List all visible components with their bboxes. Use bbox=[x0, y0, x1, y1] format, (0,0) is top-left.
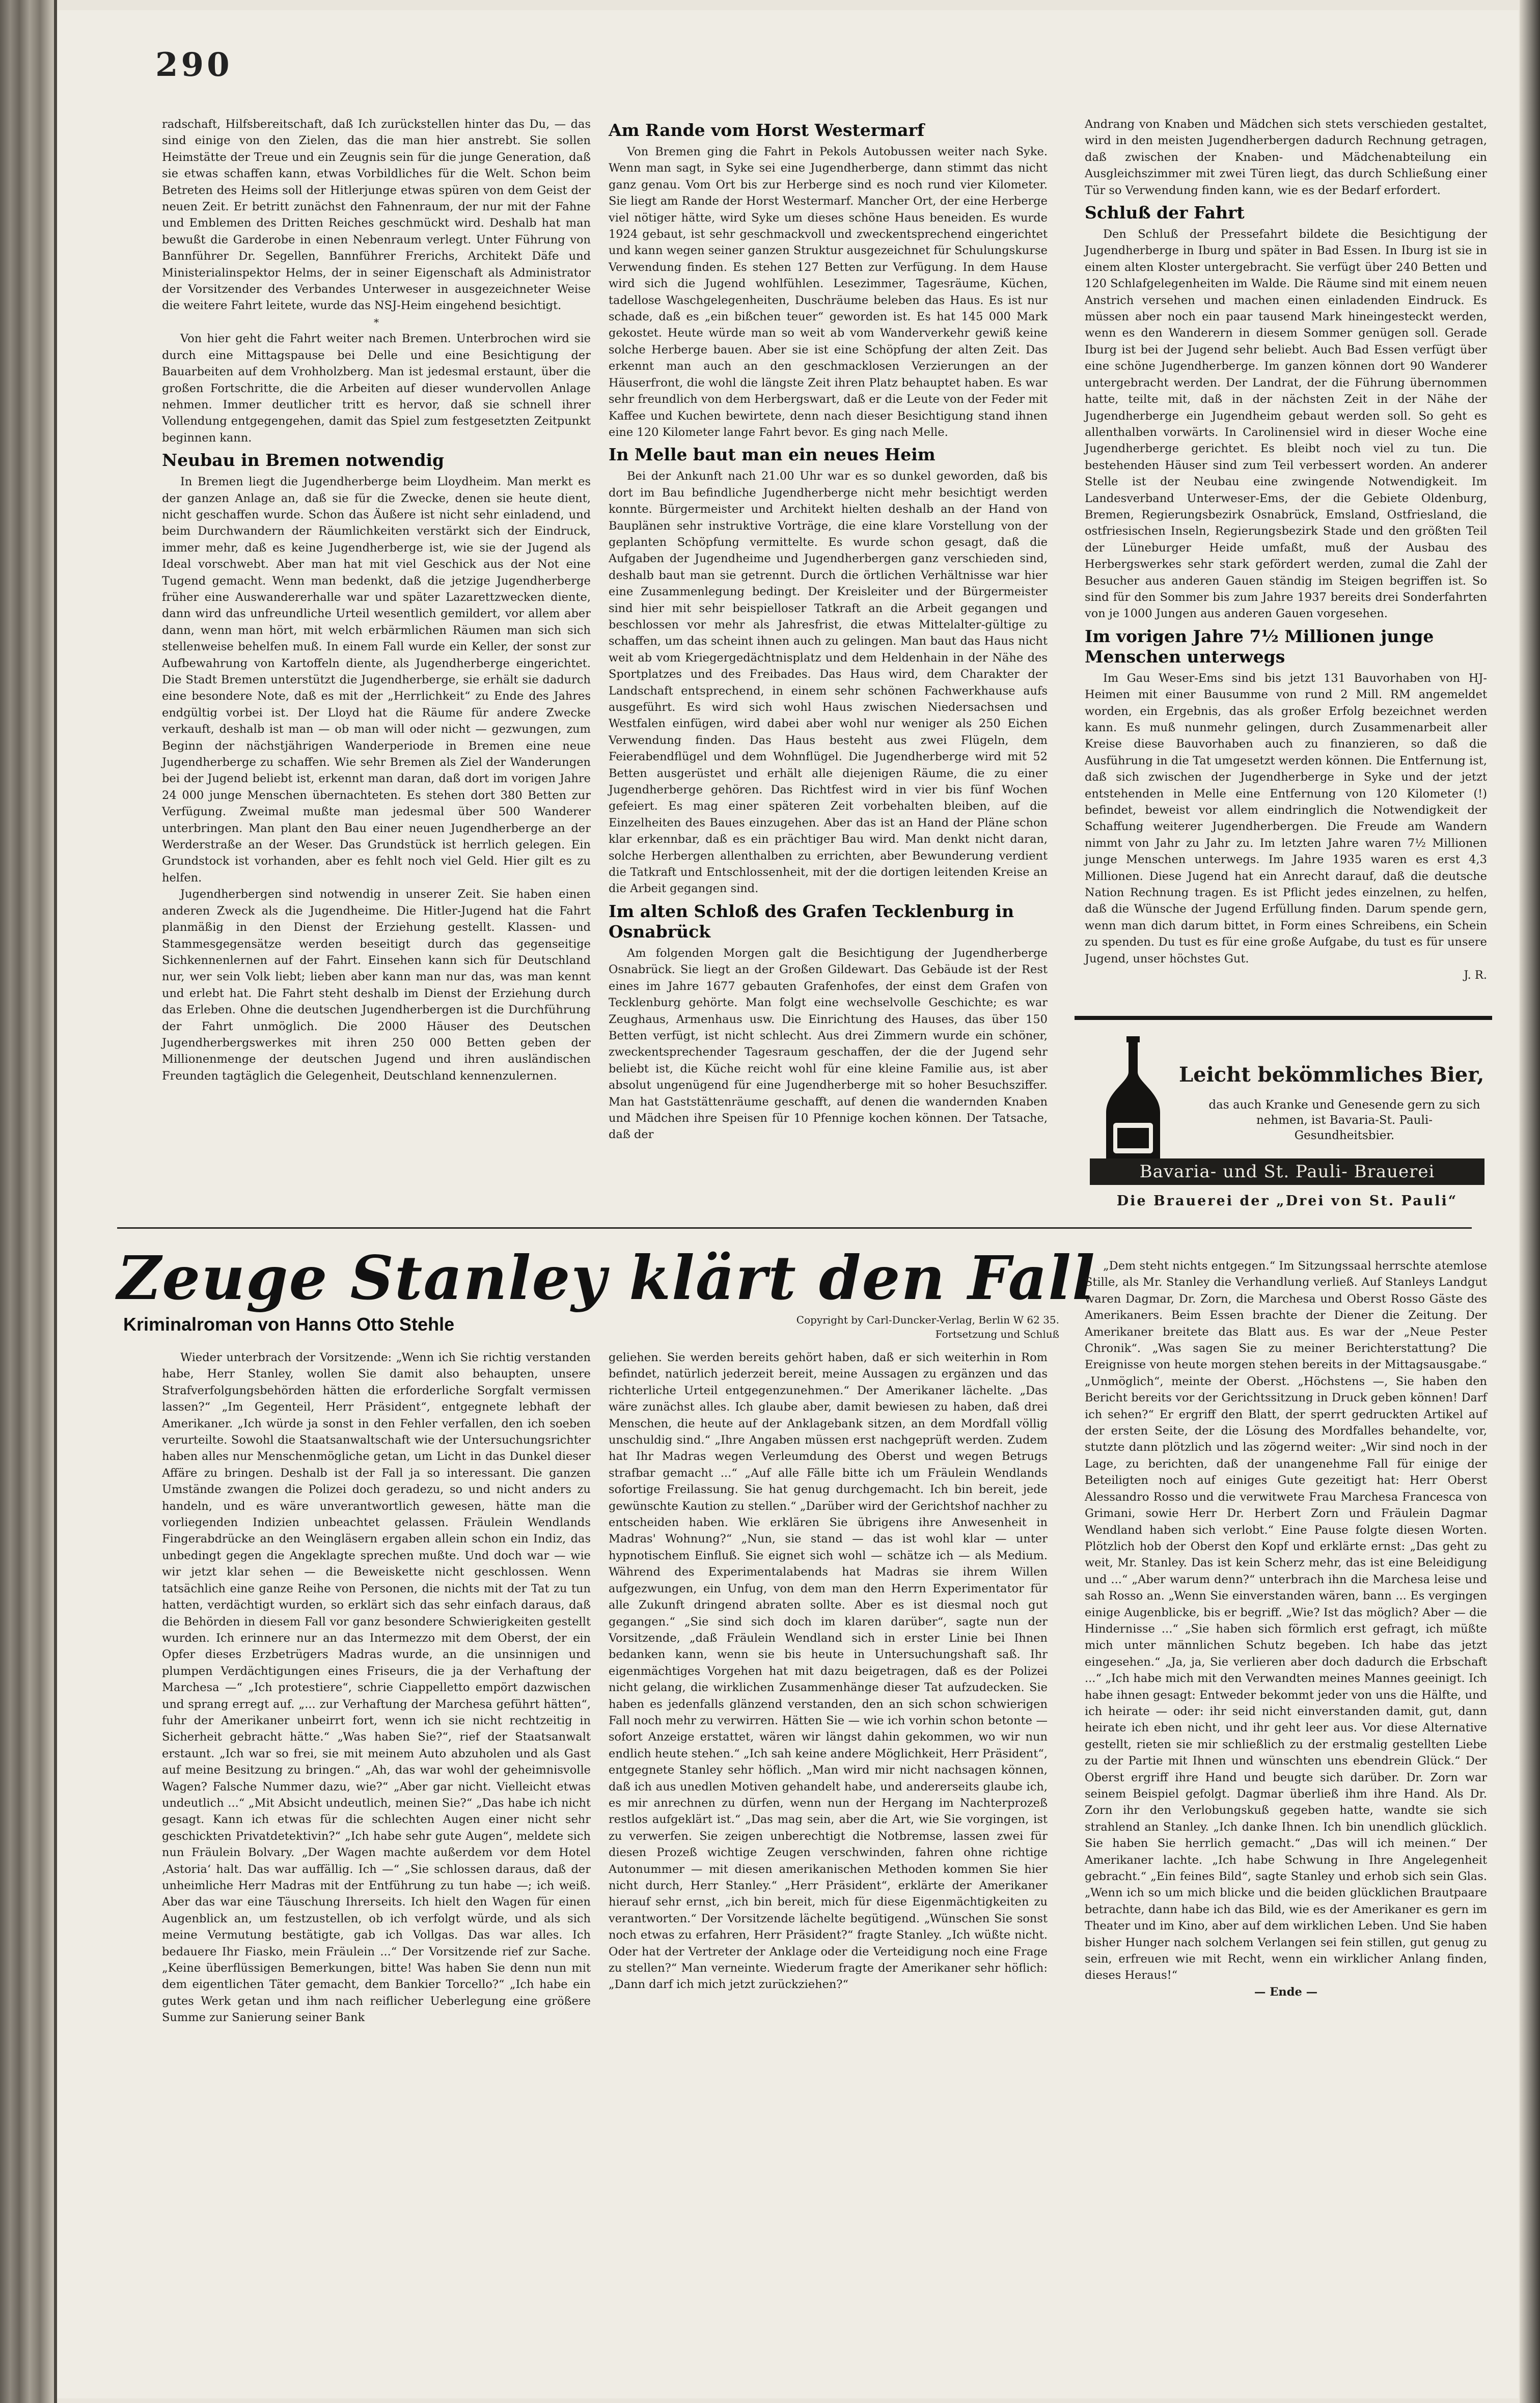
col1-heading: Neubau in Bremen notwendig bbox=[162, 450, 445, 471]
col1-paragraph: Jugendherbergen sind notwendig in unserer Zeit. Sie haben einen anderen Zweck als die Jugendheime. Die Hitler-Jugend hat die Fahrt planmäßig in den Dienst der Erziehung gestellt. Klassen- und Stammesgegensätze werden beseitigt durch das gegenseitige Sichkennenlernen auf der Fahrt. Einsehen kann sich für Deutschland nur, wer sein Volk liebt; lieben aber kann man nur das, was man kennt und erlebt hat. Die Fahrt steht deshalb im Dienst der Erziehung durch das Erleben. Ohne die deutschen Jugendherbergen ist die Durchführung der Fahrt unmöglich. Die 2000 Häuser des Deutschen Jugendherbergswerkes mit ihren 250 000 Betten geben der Millionenmenge der deutschen Jugend und ihren ausländischen Freunden tagtäglich die Gelegenheit, Deutschland kennenzulernen. bbox=[162, 888, 591, 1083]
story-title: Zeuge Stanley klärt den Fall bbox=[117, 1242, 1096, 1313]
story-column-2 bbox=[609, 1349, 1048, 1993]
section-divider bbox=[117, 1227, 1472, 1229]
col3-heading: Im vorigen Jahre 7½ Millionen junge Menschen unterwegs bbox=[1085, 626, 1434, 667]
story-paragraph: „Dem steht nichts entgegen.“ Im Sitzungssaal herrschte atemlose Stille, als Mr. Stanley die Verhandlung verließ. Auf Stanleys Landgut waren Dagmar, Dr. Zorn, die Marchesa und Oberst Rosso Gäste des Amerikaners. Beim Essen brachte der Diener die Zeitung. Der Amerikaner breitete das Blatt aus. Es war der „Neue Pester Chronik“. „Was sagen Sie zu meiner Berichterstattung? Die Ereignisse von heute morgen stehen bereits in der Mittagsausgabe.“ „Unmöglich“, meinte der Oberst. „Höchstens —, Sie haben den Bericht bereits vor der Gerichtssitzung in Druck geben können! Darf ich sehen?“ Er ergriff den Blatt, der sperrt gedruckten Artikel auf der ersten Seite, der die Lösung des Mordfalles behandelte, vor, stutzte dann plötzlich und las zögernd weiter: „Wir sind noch in der Lage, zu berichten, daß der unangenehme Fall für einige der Beteiligten noch auf einiges Gute gezeitigt hat: Herr Oberst Alessandro Rosso und die verwitwete Frau Marchesa Francesca von Grimani, sowie Herr Dr. Herbert Zorn und Fräulein Dagmar Wendland haben sich verlobt.“ Eine Pause folgte diesen Worten. Plötzlich hob der Oberst den Kopf und erklärte ernst: „Das geht zu weit, Mr. Stanley. Das ist kein Scherz mehr, das ist eine Beleidigung und ...“ „Aber warum denn?“ unterbrach ihn die Marchesa leise und sah Rosso an. „Wenn Sie einverstanden wären, bann ... Es vergingen einige Augenblicke, bis er begriff. „Wie? Ist das möglich? Aber — die Hindernisse ...“ „Sie haben sich förmlich erst gefragt, ich müßte mich unter männlichen Schutz begeben. Ich habe das jetzt eingesehen.“ „Ja, ja, Sie verlieren aber doch dadurch die Erbschaft ...“ „Ich habe mich mit den Verwandten meines Mannes geeinigt. Ich habe ihnen gesagt: Entweder bekommt jeder von uns die Hälfte, und ich heirate — oder: ihr seid nicht einverstanden damit, gut, dann heirate ich eben nicht, und ihr geht leer aus. Vor diese Alternative gestellt, rieten sie mir schließlich zu der erstmalig gestellten Liebe zu der Partie mit Ihnen und wünschten uns ebendrein Glück.“ Der Oberst ergriff ihre Hand und beugte sich darüber. Dr. Zorn war seinem Beispiel gefolgt. Dagmar überließ ihm ihre Hand. Als Dr. Zorn ihr den Verlobungskuß gegeben hatte, wandte sie sich strahlend an Stanley. „Ich danke Ihnen. Ich bin unendlich glücklich. Sie haben Sie herrlich gemacht.“ „Das will ich meinen.“ Der Amerikaner lachte. „Ich habe Schwung in Ihre Angelegenheit gebracht.“ „Ein feines Bild“, sagte Stanley und erhob sich sein Glas. „Wenn ich so um mich blicke und die beiden glücklichen Brautpaare betrachte, dann habe ich das Bild, wie es der Amerikaner es gern im Theater und im Kino, aber auf dem wirklichen Leben. Und Sie haben bisher Hunger nach solchem Verlangen sei fein stillen, gut genug zu sein, erfreuen wie mit Recht, wenn ein wirklicher Anlang finden, dieses Heraus!“ bbox=[1085, 1259, 1487, 1982]
col3-paragraph: Andrang von Knaben und Mädchen sich stets verschieden gestaltet, wird in den meisten Jugendherbergen dadurch Rechnung getragen, daß zwischen der Knaben- und Mädchenabteilung ein Ausgleichszimmer mit zwei Türen liegt, das durch Schließung einer Tür so Verwendung finden kann, wie es der Bedarf erfordert. bbox=[1085, 118, 1487, 197]
col1-paragraph: In Bremen liegt die Jugendherberge beim Lloydheim. Man merkt es der ganzen Anlage an, daß sie für die Zwecke, denen sie heute dient, nicht geschaffen wurde. Schon das Äußere ist nicht sehr einladend, und beim Durchwandern der Räumlichkeiten verstärkt sich der Eindruck, immer mehr, daß es keine Jugendherberge ist, wie sie der Jugend als Ideal vorschwebt. Aber man hat mit viel Geschick aus der Not eine Tugend gemacht. Wenn man bedenkt, daß die jetzige Jugendherberge früher eine Auswandererhalle war und später Lazarettzwecken diente, dann wird das unfreundliche Urteil wesentlich gemildert, vor allem aber dann, wenn man hört, mit welch erbärmlichen Räumen man sich sich stellenweise behelfen muß. In einem Fall wurde ein Keller, der sonst zur Aufbewahrung von Kartoffeln diente, als Jugendherberge eingerichtet. Die Stadt Bremen unterstützt die Jugendherberge, sie erhält sie dadurch eine besondere Note, daß es mit der „Herrlichkeit“ zu Ende des Jahres endgültig vorbei ist. Der Lloyd hat die Räume für andere Zwecke verkauft, deshalb ist man — ob man will oder nicht — gezwungen, zum Beginn der nächstjährigen Wanderperiode in Bremen eine neue Jugendherberge zu schaffen. Wie sehr Bremen als Ziel der Wanderungen bei der Jugend beliebt ist, erkennt man daran, daß dort im vorigen Jahre 24 000 junge Menschen übernachteten. Es stehen dort 380 Betten zur Verfügung. Zweimal mußte man jedesmal über 500 Wanderer unterbringen. Man plant den Bau einer neuen Jugendherberge an der Werderstraße an der Weser. Das Grundstück ist herrlich gelegen. Ein Grundstock ist vorhanden, aber es fehlt noch viel Geld. Hier gilt es zu helfen. bbox=[162, 475, 591, 885]
page-number: 290 bbox=[155, 46, 233, 84]
col2-heading: Am Rande vom Horst Westermarf bbox=[609, 120, 925, 140]
article-column-1 bbox=[162, 116, 591, 1084]
col1-paragraph: Von hier geht die Fahrt weiter nach Bremen. Unterbrochen wird sie durch eine Mittagspause bei Delle und eine Besichtigung der Bauarbeiten auf dem Vrohholzberg. Man ist jedesmal erstaunt, über die großen Fortschritte, die die Arbeiten auf dieser wundervollen Anlage nehmen. Immer deutlicher tritt es hervor, daß sie schnell ihrer Vollendung entgegengehen, damit das Spiel zum festgesetzten Zeitpunkt beginnen kann. bbox=[162, 332, 591, 445]
col3-paragraph: Im Gau Weser-Ems sind bis jetzt 131 Bauvorhaben von HJ-Heimen mit einer Bausumme von rund 2 Mill. RM angemeldet worden, ein Ergebnis, das als großer Erfolg bezeichnet werden kann. Es muß nunmehr gelingen, durch Zusammenarbeit aller Kreise diese Bauvorhaben auch zu finanzieren, so daß die Ausführung in die Tat umgesetzt werden können. Die Entfernung ist, daß sich zwischen der Jugendherberge in Syke und der jetzt entstehenden in Melle eine Entfernung von 120 Kilometer (!) befindet, beweist vor allem eindringlich die Notwendigkeit der Schaffung weiterer Jugendherbergen. Die Freude am Wandern nimmt von Jahr zu Jahr zu. Im letzten Jahre waren 7½ Millionen junge Menschen unterwegs. Im Jahre 1935 waren es erst 4,3 Millionen. Diese Jugend hat ein Anrecht darauf, daß die deutsche Nation Rechnung tragen. Es ist Pflicht jedes einzelnen, zu helfen, daß die Wünsche der Jugend Erfüllung finden. Darum spende gern, wenn man dich darum bittet, in Form eines Schreibens, ein Schein zu spenden. Du tust es für eine große Aufgabe, du tust es für unsere Jugend, unser höchstes Gut. bbox=[1085, 671, 1487, 965]
col2-paragraph: Von Bremen ging die Fahrt in Pekols Autobussen weiter nach Syke. Wenn man sagt, in Syke sei eine Jugendherberge, dann stimmt das nicht ganz genau. Vom Ort bis zur Herberge sind es noch rund vier Kilometer. Sie liegt am Rande der Horst Westermarf. Mancher Ort, der eine Herberge viel nötiger hätte, wird Syke um dieses schöne Haus beneiden. Es wurde 1924 gebaut, ist sehr geschmackvoll und zweckentsprechend eingerichtet und kann wegen seiner ganzen Struktur ausgezeichnet für Schulungskurse Verwendung finden. Es stehen 127 Betten zur Verfügung. In dem Hause wird sich die Jugend wohlfühlen. Lesezimmer, Tagesräume, Küchen, tadellose Waschgelegenheiten, Duschräume beleben das Haus. Es ist nur schade, daß es „ein bißchen teuer“ geworden ist. Es hat 145 000 Mark gekostet. Heute würde man so weit ab vom Wanderverkehr gewiß keine solche Herberge bauen. Aber sie ist eine Schöpfung der alten Zeit. Das erkennt man auch an den geschmacklosen Verzierungen an der Häuserfront, die wohl die längste Zeit ihren Platz behauptet haben. Es war sehr freundlich von dem Herbergswart, daß er die Leute von der Feder mit Kaffee und Kuchen bewirtete, denn nach dieser Besichtigung stand ihnen eine 120 Kilometer lange Fahrt bevor. Es ging nach Melle. bbox=[609, 145, 1048, 439]
article-column-3 bbox=[1085, 116, 1487, 984]
ad-footer: Die Brauerei der „Drei von St. Pauli“ bbox=[1116, 1193, 1458, 1209]
article-column-2 bbox=[609, 116, 1048, 1143]
page-edge bbox=[1520, 0, 1540, 2403]
col1-paragraph: radschaft, Hilfsbereitschaft, daß Ich zurückstellen hinter das Du, — das sind einige von den Zielen, das die man hier anstrebt. Sie sollen Heimstätte der Treue und ein Zeugnis sein für die junge Generation, daß sie etwas schaffen kann, etwas Vorbildliches für die Welt. Schon beim Betreten des Heims soll der Hitlerjunge etwas spüren von dem Geist der neuen Zeit. Er betritt zunächst den Fahnenraum, der nur mit der Fahne und Emblemen des Dritten Reiches geschmückt wird. Deshalb hat man bewußt die Garderobe in einen Nebenraum verlegt. Unter Führung von Bannführer Dr. Segellen, Bannführer Frerichs, Architekt Däfe und Ministerialinspektor Helms, der in seiner Eigenschaft als Administrator der Vorsitzender des Verbandes Unterweser in ausgezeichneter Weise die weitere Fahrt leitete, wurde das NSJ-Heim eingehend besichtigt. bbox=[162, 118, 591, 313]
ad-frame bbox=[1075, 1016, 1492, 1020]
ad-body: das auch Kranke und Genesende gern zu sich nehmen, ist Bavaria-St. Pauli-Gesundheitsbier. bbox=[1208, 1098, 1480, 1142]
story-subtitle: Kriminalroman von Hanns Otto Stehle bbox=[123, 1314, 455, 1335]
beer-advertisement bbox=[1075, 1016, 1492, 1220]
author-signature: J. R. bbox=[1464, 969, 1487, 982]
story-column-3 bbox=[1085, 1258, 1487, 2000]
col3-paragraph: Den Schluß der Pressefahrt bildete die Besichtigung der Jugendherberge in Iburg und später in Bad Essen. In Iburg ist sie in einem alten Kloster untergebracht. Sie verfügt über 240 Betten und 120 Schlafgelegenheiten im Walde. Die Räume sind mit einem neuen Anstrich versehen und machen einen einladenden Eindruck. Es müssen aber noch ein paar tausend Mark hineingesteckt werden, wenn es den Wanderern in diesem Sommer genügen soll. Gerade Iburg ist bei der Jugend sehr beliebt. Auch Bad Essen verfügt über eine schöne Jugendherberge. Im ganzen können dort 90 Wanderer untergebracht werden. Der Landrat, der die Führung übernommen hatte, teilte mit, daß in der nächsten Zeit in der Nähe der Jugendherberge ein Jugendheim gebaut werden soll. So geht es allenthalben vorwärts. In Carolinensiel wird in dieser Woche eine Jugendherberge gerichtet. Es bleibt noch viel zu tun. Die bestehenden Häuser sind zum Teil verbessert worden. An anderer Stelle ist der Neubau eine zwingende Notwendigkeit. Im Landesverband Unterweser-Ems, der die Gebiete Oldenburg, Bremen, Regierungsbezirk Osnabrück, Emsland, Ostfriesland, die ostfriesischen Inseln, Regierungsbezirk Stade und den größten Teil der Lüneburger Heide umfaßt, muß der Ausbau des Herbergswerkes sehr stark gefördert werden, zumal die Zahl der Besucher aus anderen Gauen ständig im Steigen begriffen ist. So sind für den Sommer bis zum Jahre 1937 bereits drei Sonderfahrten von je 1000 Jungen aus anderen Gauen vorgesehen. bbox=[1085, 228, 1487, 621]
col3-heading: Schluß der Fahrt bbox=[1085, 203, 1245, 223]
story-paragraph: Wieder unterbrach der Vorsitzende: „Wenn ich Sie richtig verstanden habe, Herr Stanley, wollen Sie damit also behaupten, unsere Strafverfolgungsbehörden hätten die erforderliche Sorgfalt vermissen lassen?“ „Im Gegenteil, Herr Präsident“, entgegnete lebhaft der Amerikaner. „Ich würde ja sonst in den Fehler verfallen, den ich soeben verurteilte. Sowohl die Staatsanwaltschaft wie der Untersuchungsrichter haben alles nur Menschenmögliche getan, um Licht in das Dunkel dieser Affäre zu bringen. Deshalb ist der Fall ja so interessant. Die ganzen Umstände zwangen die Polizei doch geradezu, so und nicht anders zu handeln, und es wäre unverantwortlich gewesen, hätte man die vorliegenden Indizien unbeachtet gelassen. Fräulein Wendlands Fingerabdrücke an den Weingläsern ergaben allein schon ein Indiz, das unbedingt gegen die Angeklagte sprechen mußte. Und doch war — wie wir jetzt klar sehen — die Beweiskette nicht geschlossen. Wenn tatsächlich eine ganze Reihe von Personen, die nichts mit der Tat zu tun hatten, verdächtigt wurden, so erklärt sich das sehr einfach daraus, daß die Behörden in diesem Fall vor ganz besondere Schwierigkeiten gestellt wurden. Ich erinnere nur an das Intermezzo mit dem Oberst, der ein Opfer dieses Erzbetrügers Madras wurde, an die unsinnigen und plumpen Verdächtigungen eines Friseurs, die ja der Verhaftung der Marchesa —“ „Ich protestiere“, schrie Ciappelletto empört dazwischen und sprang erregt auf. „... zur Verhaftung der Marchesa geführt hätten“, fuhr der Amerikaner unbeirrt fort, wenn ich sie nicht rechtzeitig in Sicherheit gebracht hätte.“ „Was haben Sie?“, rief der Staatsanwalt erstaunt. „Ich war so frei, sie mit meinem Auto abzuholen und als Gast auf meine Besitzung zu bringen.“ „Ah, das war wohl der geheimnisvolle Wagen? Falsche Nummer dazu, wie?“ „Aber gar nicht. Vielleicht etwas undeutlich ...“ „Mit Absicht undeutlich, meinen Sie?“ „Das habe ich nicht gesagt. Kann ich etwas für die schlechten Augen einer nicht sehr geschickten Privatdetektivin?“ „Ich habe sehr gute Augen“, meldete sich nun Fräulein Bolvary. „Der Wagen machte außerdem vor dem Hotel ‚Astoria‘ halt. Das war auffällig. Ich —“ „Sie schlossen daraus, daß der unheimliche Herr Madras mit der Entführung zu tun habe —; ich weiß. Aber das war eine Täuschung Ihrerseits. Ich hielt den Wagen für einen Augenblick an, um festzustellen, ob ich verfolgt würde, und als sich meine Vermutung bestätigte, gab ich Vollgas. Das war alles. Ich bedauere Ihr Fiasko, mein Fräulein ...“ Der Vorsitzende rief zur Sache. „Keine überflüssigen Bemerkungen, bitte! Was haben Sie denn nun mit dem eigentlichen Täter gemacht, dem Bankier Torcello?“ „Ich habe ein gutes Werk getan und ihm nach reiflicher Ueberlegung eine größere Summe zur Sanierung seiner Bank bbox=[162, 1351, 591, 2025]
story-paragraph: geliehen. Sie werden bereits gehört haben, daß er sich weiterhin in Rom befindet, natürlich jederzeit bereit, meine Aussagen zu ergänzen und das richterliche Urteil entgegenzunehmen.“ Der Amerikaner lächelte. „Das wäre zunächst alles. Ich glaube aber, damit bewiesen zu haben, daß drei Menschen, die heute auf der Anklagebank sitzen, an dem Mordfall völlig unschuldig sind.“ „Ihre Angaben müssen erst nachgeprüft werden. Zudem hat Ihr Madras wegen Verleumdung des Oberst und wegen Betrugs strafbar gemacht ...“ „Auf alle Fälle bitte ich um Fräulein Wendlands sofortige Freilassung. Sie hat genug durchgemacht. Ich bin bereit, jede gewünschte Kaution zu stellen.“ „Darüber wird der Gerichtshof nachher zu entscheiden haben. Wie erklären Sie übrigens ihre Anwesenheit in Madras' Wohnung?“ „Nun, sie stand — das ist wohl klar — unter hypnotischem Einfluß. Sie eignet sich wohl — schätze ich — als Medium. Während des Experimentalabends hat Madras sie ihrem Willen aufgezwungen, ein Unfug, von dem man den Herrn Experimentator für alle Zukunft dringend abraten sollte. Aber es ist diesmal noch gut gegangen.“ „Sie sind sich doch im klaren darüber“, sagte nun der Vorsitzende, „daß Fräulein Wendland sich in erster Linie bei Ihnen bedanken kann, wenn sie bis heute in Untersuchungshaft saß. Ihr eigenmächtiges Vorgehen hat mit dazu beigetragen, daß es der Polizei nicht gelang, die wirklichen Zusammenhänge dieser Tat aufzudecken. Sie haben es jedenfalls glänzend verstanden, den an sich schon schwierigen Fall noch mehr zu verwirren. Hätten Sie — wie ich vorhin schon betonte — sofort Anzeige erstattet, wären wir längst dahin gekommen, wo wir nun endlich heute stehen.“ „Ich sah keine andere Möglichkeit, Herr Präsident“, entgegnete Stanley sehr höflich. „Man wird mir nicht nachsagen können, daß ich aus unedlen Motiven gehandelt habe, und andererseits glaube ich, es mir anrechnen zu dürfen, wenn nun der Hergang im Nachterprozeß restlos aufgeklärt ist.“ „Das mag sein, aber die Art, wie Sie vorgingen, ist zu verwerfen. Sie zeigen unberechtigt die Notbremse, lassen zwei für diesen Prozeß wichtige Zeugen verschwinden, fahren ohne richtige Autonummer — mit diesen amerikanischen Methoden kommen Sie hier nicht durch, Herr Stanley.“ „Herr Präsident“, erklärte der Amerikaner hierauf sehr ernst, „ich bin bereit, mich für diese Eigenmächtigkeiten zu verantworten.“ Der Vorsitzende lächelte begütigend. „Wünschen Sie sonst noch etwas zu erfahren, Herr Präsident?“ fragte Stanley. „Ich wüßte nicht. Oder hat der Vertreter der Anklage oder die Verteidigung noch eine Frage zu stellen?“ Man verneinte. Wiederum fragte der Amerikaner sehr höflich: „Dann darf ich mich jetzt zurückziehen?“ bbox=[609, 1351, 1048, 1992]
beer-bottle-icon bbox=[1100, 1036, 1166, 1174]
col2-heading: Im alten Schloß des Grafen Tecklenburg in Osnabrück bbox=[609, 901, 1014, 942]
col2-heading: In Melle baut man ein neues Heim bbox=[609, 445, 936, 465]
section-star: * bbox=[374, 316, 379, 328]
story-column-1 bbox=[162, 1349, 591, 2026]
ad-slogan: Leicht bekömmliches Bier, bbox=[1179, 1063, 1484, 1087]
col2-paragraph: Am folgenden Morgen galt die Besichtigung der Jugendherberge Osnabrück. Sie liegt an der Großen Gildewart. Das Gebäude ist der Rest eines im Jahre 1677 gebauten Grafenhofes, der einst dem Grafen von Tecklenburg gehörte. Man folgt eine wechselvolle Geschichte; es war Zeughaus, Armenhaus usw. Die Einrichtung des Hauses, das über 150 Betten verfügt, ist nicht schlecht. Aus drei Zimmern wurde ein schöner, zweckentsprechender Tagesraum geschaffen, der die der Jugend sehr beliebt ist, die Küche reicht wohl für eine kleine Familie aus, ist aber absolut ungenügend für eine Jugendherberge mit so hoher Besuchsziffer. Man hat Gaststättenräume geschafft, auf denen die wandernden Knaben und Mädchen ihre Speisen für 10 Pfennige kochen können. Der Tatsache, daß der bbox=[609, 946, 1048, 1142]
book-binding bbox=[0, 0, 57, 2403]
col2-paragraph: Bei der Ankunft nach 21.00 Uhr war es so dunkel geworden, daß bis dort im Bau befindliche Jugendherberge nicht mehr besichtigt werden konnte. Bürgermeister und Architekt hielten deshalb an der Hand von Bauplänen sehr instruktive Vorträge, die eine klare Vorstellung von der geplanten Schöpfung vermittelte. Es wurde schon gesagt, daß die Aufgaben der Jugendheime und Jugendherbergen ganz verschieden sind, deshalb baut man sie getrennt. Durch die örtlichen Verhältnisse war hier eine Zusammenlegung bedingt. Der Kreisleiter und der Bürgermeister sind hier mit sehr beispielloser Tatkraft an die Arbeit gegangen und beschlossen vor mehr als Jahresfrist, die etwas Mittelalter-gültige zu schaffen, um das scheint ihnen auch zu gelingen. Man baut das Haus nicht weit ab vom Kriegergedächtnisplatz und dem Heldenhain in der Nähe des Sportplatzes und des Freibades. Das Haus wird, dem Charakter der Landschaft entsprechend, in einem sehr schönen Fachwerkhause aufs ausgeführt. Es wird sich wohl Haus zwischen Niedersachsen und Westfalen einfügen, wird dabei aber wohl nur weniger als 250 Eichen Verwendung finden. Das Haus besteht aus zwei Flügeln, dem Feierabendflügel und dem Wohnflügel. Die Jugendherberge wird mit 52 Betten ausgerüstet und erhält alle diejenigen Räume, die zu einer Jugendherberge gehören. Das Richtfest wird in vier bis fünf Wochen gefeiert. Es mag einer späteren Zeit vorbehalten bleiben, auf die Einzelheiten des Baues einzugehen. Aber das ist an Hand der Pläne schon klar erkennbar, daß es ein prächtiger Bau wird. Man denkt nicht daran, solche Herbergen allenthalben zu errichten, aber Bewunderung verdient die Tatkraft und Entschlossenheit, mit der die dortigen leitenden Kreise an die Arbeit gegangen sind. bbox=[609, 469, 1048, 896]
copyright-notice: Copyright by Carl-Duncker-Verlag, Berlin W 62 35. Fortsetzung und Schluß bbox=[796, 1314, 1059, 1340]
story-end-marker: — Ende — bbox=[1254, 1985, 1318, 1999]
brewery-name-band: Bavaria- und St. Pauli- Brauerei bbox=[1090, 1158, 1484, 1185]
